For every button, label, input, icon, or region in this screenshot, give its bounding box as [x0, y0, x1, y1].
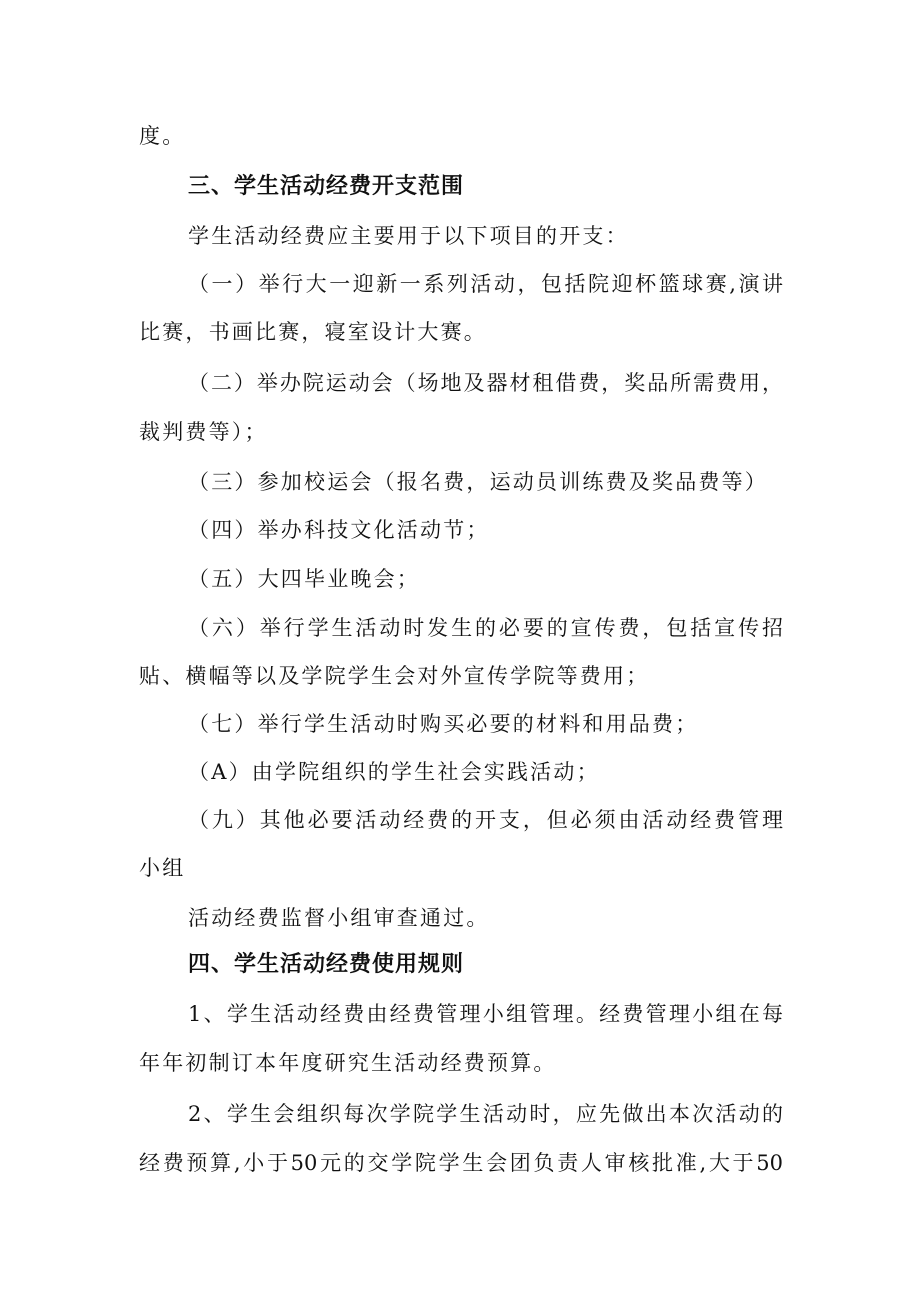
list-item-8: （A）由学院组织的学生社会实践活动；	[188, 760, 600, 784]
list-item-9-line-1: （九）其他必要活动经费的开支，但必须由活动经费管理	[188, 808, 783, 832]
paragraph-intro: 学生活动经费应主要用于以下项目的开支：	[188, 224, 629, 248]
rule-2-line-2: 经费预算,小于50元的交学院学生会团负责人审核批准,大于50	[139, 1151, 783, 1175]
list-item-2-line-2: 裁判费等）；	[139, 420, 268, 444]
list-item-9-line-2: 小组	[139, 856, 186, 880]
list-item-3: （三）参加校运会（报名费，运动员训练费及奖品费等）	[188, 470, 768, 494]
list-item-5: （五）大四毕业晚会；	[188, 567, 420, 591]
paragraph-approval: 活动经费监督小组审查通过。	[188, 906, 490, 930]
rule-1-line-2: 年年初制订本年度研究生活动经费预算。	[139, 1051, 557, 1075]
list-item-6-line-2: 贴、横幅等以及学院学生会对外宣传学院等费用；	[139, 664, 650, 688]
list-item-6-line-1: （六）举行学生活动时发生的必要的宣传费，包括宣传招	[188, 616, 783, 640]
rule-1-line-1: 1、学生活动经费由经费管理小组管理。经费管理小组在每	[188, 1002, 783, 1026]
rule-2-line-1: 2、学生会组织每次学院学生活动时，应先做出本次活动的	[188, 1102, 783, 1126]
list-item-7: （七）举行学生活动时购买必要的材料和用品费；	[188, 712, 699, 736]
text-line-continuation: 度。	[139, 124, 186, 148]
list-item-1-line-1: （一）举行大一迎新一系列活动，包括院迎杯篮球赛,演讲	[188, 272, 783, 296]
list-item-2-line-1: （二）举办院运动会（场地及器材租借费，奖品所需费用，	[188, 371, 783, 395]
list-item-1-line-2: 比赛，书画比赛，寝室设计大赛。	[139, 320, 487, 344]
list-item-4: （四）举办科技文化活动节；	[188, 518, 490, 542]
section-heading-4: 四、学生活动经费使用规则	[188, 952, 465, 977]
section-heading-3: 三、学生活动经费开支范围	[188, 174, 465, 199]
